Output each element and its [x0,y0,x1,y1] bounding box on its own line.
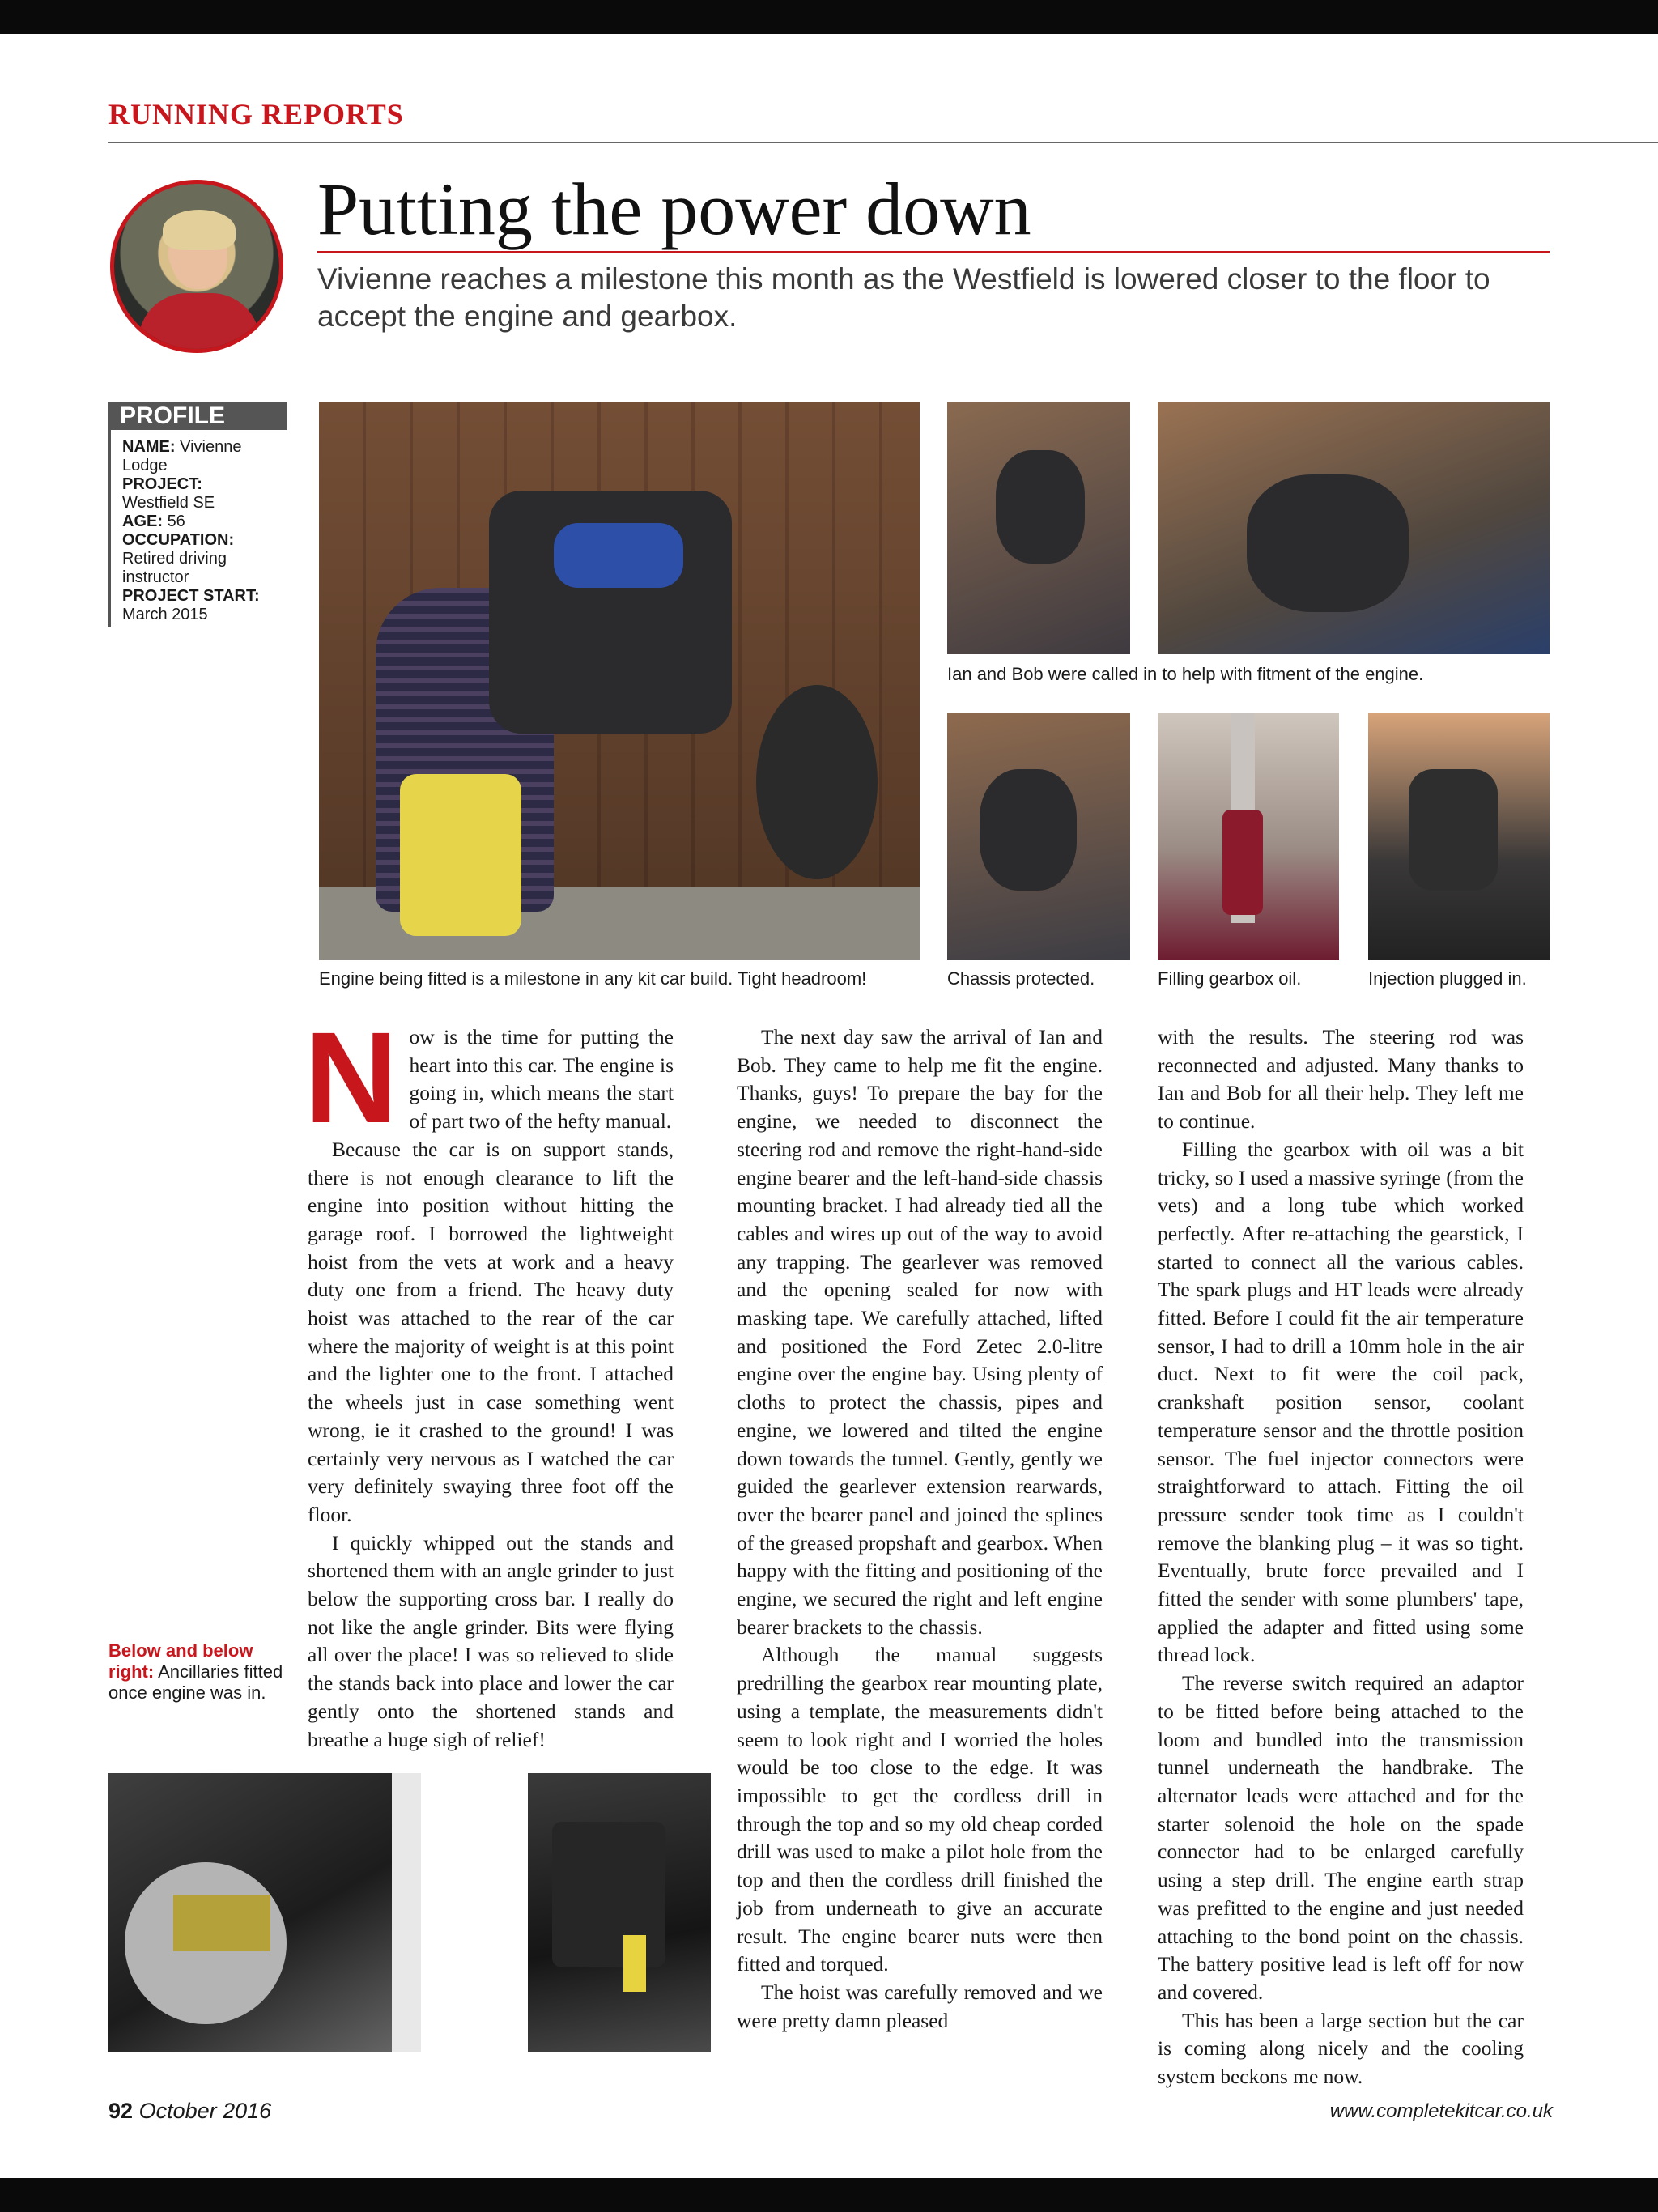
profile-occupation-label: OCCUPATION: [122,531,235,549]
caption-injection: Injection plugged in. [1368,968,1527,989]
paragraph: The next day saw the arrival of Ian and Bob. They came to help me fit the engine. Thanks, guys! To prepare the bay for the engine, we needed to disconnect the steering rod and remove the right-hand-side engine bearer and the left-hand-side chassis mounting bracket. I had already tied all the cables and wires up out of the way to avoid any trapping. The gearlever was removed and the opening sealed for now with masking tape. We carefully attached, lifted and positioned the Ford Zetec 2.0-litre engine over the engine bay. Using plenty of cloths to protect the chassis, pipes and engine, we lowered and tilted the engine down towards the tunnel. Gently, gently we guided the gearlever extension rearwards, over the bearer panel and joined the splines of the greased propshaft and gearbox. When happy with the fitting and positioning of the engine, we secured the right and left engine bearer brackets to the chassis. [737,1025,1103,1639]
top-black-bar [0,0,1658,34]
profile-name-label: NAME: [122,438,176,456]
caption-main: Engine being fitted is a milestone in any kit car build. Tight headroom! [319,968,867,989]
paragraph: Because the car is on support stands, there is not enough clearance to lift the engine into position without hitting the garage roof. I borrowed the lightweight hoist from the vets at work and a heavy duty one from a friend. The heavy duty hoist was attached to the rear of the car where the majority of weight is at this point and the lighter one to the front. I attached the wheels just in case something went wrong, ie it crashed to the ground! I was certainly very nervous as I watched the car very definitely swaying three foot off the floor. [308,1137,674,1526]
caption-gearbox: Filling gearbox oil. [1158,968,1302,989]
photo-engine-fitting [319,402,920,960]
section-rule [108,142,1658,143]
issue-date: October 2016 [138,2099,272,2123]
photo-coil [528,1773,711,2052]
paragraph: The reverse switch required an adaptor to be fitted before being attached to the loom and bundled into the transmission tunnel underneath the handbrake. The alternator leads were attached and for the starter solenoid the hole on the spade connector had to be enlarged carefully using a step drill. The engine earth strap was prefitted to the engine and just needed attaching to the bond point on the chassis. The battery positive lead is left off for now and covered. [1158,1671,1524,2004]
photo-alternator [108,1773,421,2052]
drop-cap: N [304,1005,398,1150]
photo-ian-bob-2 [1158,402,1550,654]
article-column-3 [1158,1023,1524,2091]
bottom-black-bar [0,2178,1658,2212]
photo-chassis-protected [947,713,1130,960]
photo-ian-bob-1 [947,402,1130,654]
standfirst: Vivienne reaches a milestone this month as the Westfield is lowered closer to the floor to accept the engine and gearbox. [317,262,1490,333]
site-url: www.completekitcar.co.uk [1329,2100,1553,2122]
profile-age-label: AGE: [122,513,163,530]
paragraph: ow is the time for putting the heart into this car. The engine is going in, which means the start of part two of the hefty manual. [409,1025,674,1134]
page-number: 92 [108,2099,134,2123]
profile-project: Westfield SE [122,494,215,512]
article-column-2 [737,1023,1103,2035]
paragraph: with the results. The steering rod was reconnected and adjusted. Many thanks to Ian and Bob for all their help. They left me to continue. [1158,1025,1524,1134]
profile-start-label: PROJECT START: [122,587,260,605]
paragraph: This has been a large section but the car is coming along nicely and the cooling system beckons me now. [1158,2008,1524,2089]
headline-rule [317,251,1550,253]
profile-title: PROFILE [108,402,287,430]
caption-ian-bob: Ian and Bob were called in to help with fitment of the engine. [947,664,1424,684]
paragraph: Although the manual suggests predrilling the gearbox rear mounting plate, using a template, the measurements didn't seem to look right and I worried the holes would be too close to the edge. It was impossible to get the cordless drill in through the top and so my old cheap corded drill was used to make a pilot hole from the top and then the cordless drill finished the job from underneath to give an accurate result. The engine bearer nuts were then fitted and torqued. [737,1643,1103,1976]
section-label: RUNNING REPORTS [108,98,404,130]
paragraph: The hoist was carefully removed and we were pretty damn pleased [737,1980,1103,2032]
profile-start: March 2015 [122,606,208,623]
page-footer [108,2099,271,2124]
paragraph: I quickly whipped out the stands and shortened them with an angle grinder to just below the supporting cross bar. I really do not like the angle grinder. Bits were flying all over the place! I was so relieved to slide the stands back into place and lower the car gently onto the shortened stands and breathe a huge sigh of relief! [308,1530,674,1751]
profile-name: Vivienne Lodge [122,438,242,474]
profile-project-label: PROJECT: [122,475,202,493]
caption-ancillaries [108,1640,287,1704]
caption-ancillaries-lead: Below and below right: [108,1640,253,1682]
paragraph: Filling the gearbox with oil was a bit tricky, so I used a massive syringe (from the vets) and a long tube which worked perfectly. After re-attaching the gearstick, I started to connect all the various cables. The spark plugs and HT leads were already fitted. Before I could fit the air temperature sensor, I had to drill a 10mm hole in the air duct. Next to fit were the coil pack, crankshaft position sensor, coolant temperature sensor and the throttle position sensor. The fuel injector connectors were straightforward to attach. Fitting the oil pressure sender took time as I couldn't remove the blanking plug – it was so tight. Eventually, brute force prevailed and I fitted the sender with some plumbers' tape, applied the adapter and fitted using some thread lock. [1158,1137,1524,1667]
author-avatar [110,180,283,353]
caption-ancillaries-text: Ancillaries fitted once engine was in. [108,1661,283,1703]
profile-age: 56 [167,513,185,530]
headline: Putting the power down [317,168,1031,250]
profile-occupation: Retired driving instructor [122,550,227,586]
article-column-1 [304,1005,674,1754]
caption-chassis: Chassis protected. [947,968,1095,989]
profile-box [108,402,287,627]
photo-injection [1368,713,1550,960]
profile-body [108,430,287,627]
photo-gearbox-oil [1158,713,1339,960]
